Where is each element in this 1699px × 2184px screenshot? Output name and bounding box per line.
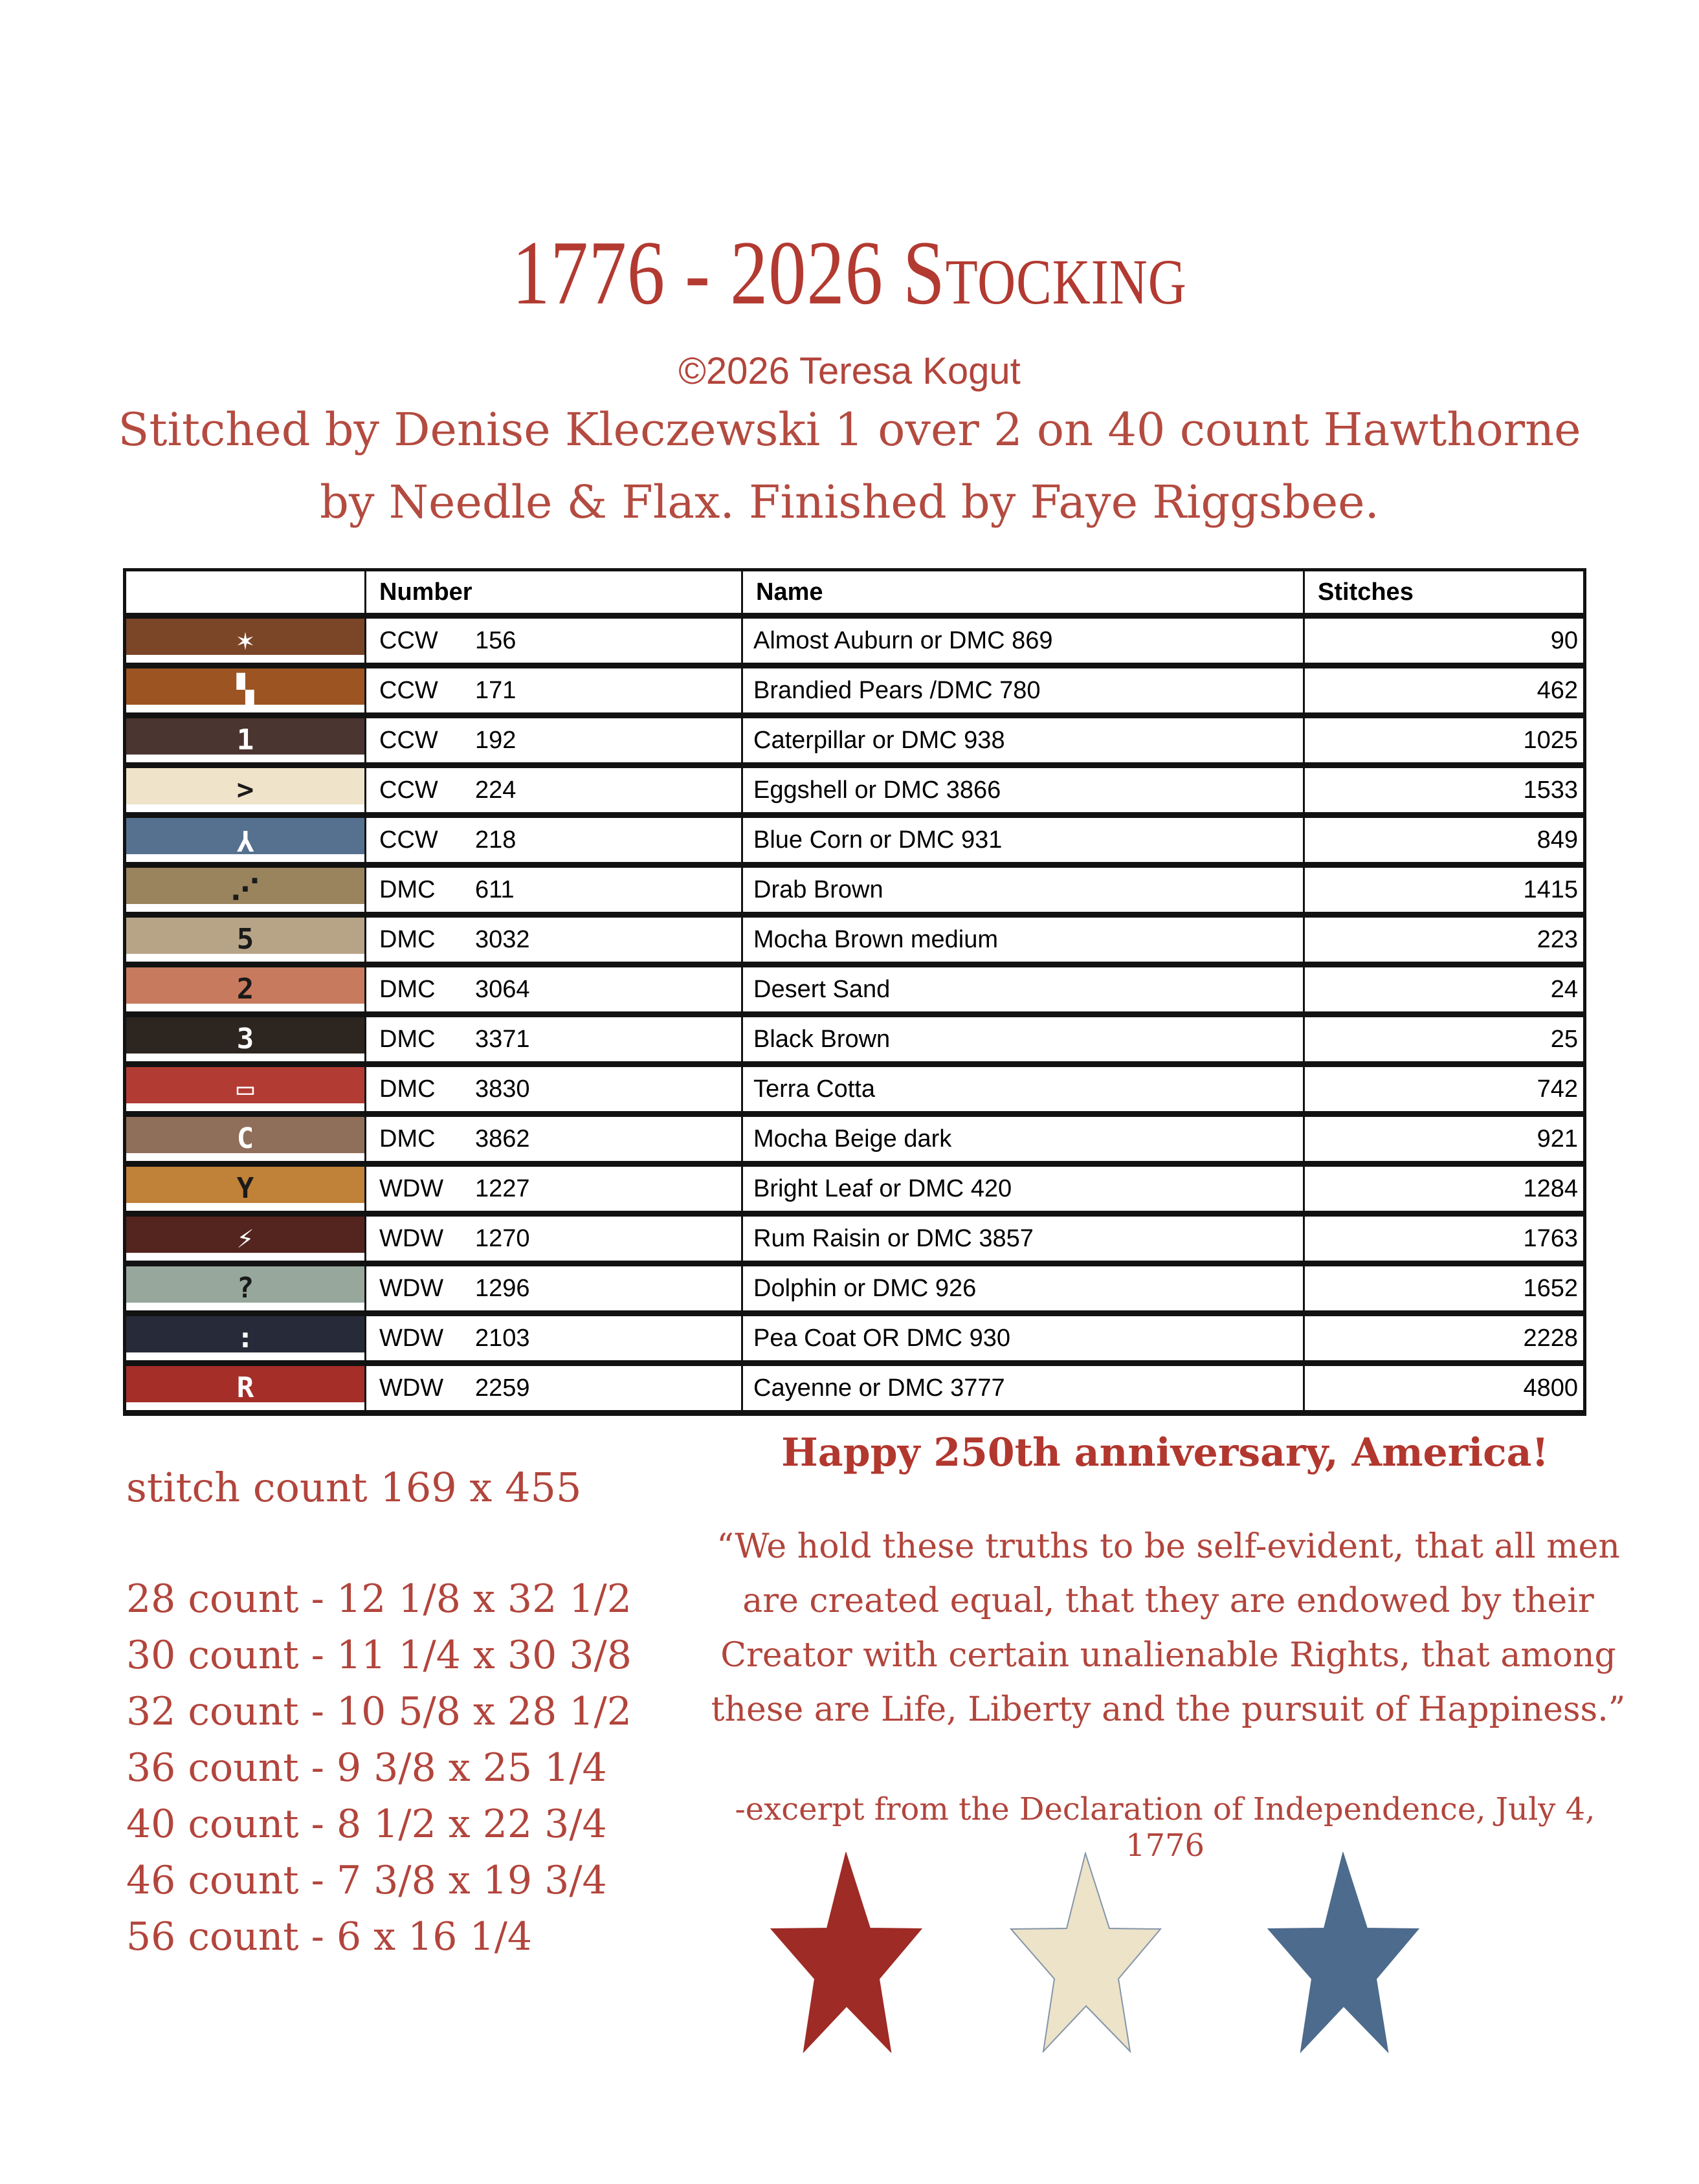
thread-brand: DMC [379,1125,436,1153]
thread-brand: DMC [379,1075,436,1103]
copyright-line: ©2026 Teresa Kogut [678,350,1021,392]
color-swatch [125,865,366,915]
thread-name: Mocha Beige dark [742,1114,1304,1164]
thread-name: Brandied Pears /DMC 780 [742,666,1304,716]
stitch-total: 2228 [1304,1314,1585,1363]
stitch-total: 462 [1304,666,1585,716]
chart-symbol-icon: ▚ [236,674,254,707]
thread-code: 2259 [475,1374,530,1402]
thread-name: Desert Sand [742,965,1304,1015]
stitch-count-text: stitch count 169 x 455 [126,1464,582,1511]
thread-code: 156 [475,626,516,654]
stitch-total: 90 [1304,616,1585,666]
stitch-total: 24 [1304,965,1585,1015]
thread-row [125,1214,1585,1264]
thread-brand: WDW [379,1175,444,1202]
thread-brand: WDW [379,1224,444,1252]
thread-number [366,716,742,766]
color-swatch [125,815,366,865]
chart-symbol-icon: ▭ [236,1072,254,1105]
thread-name: Drab Brown [742,865,1304,915]
thread-color-table [123,568,1586,1416]
color-swatch [125,1214,366,1264]
cream-star-icon [1010,1852,1162,2054]
color-swatch [125,1164,366,1214]
size-line: 36 count - 9 3/8 x 25 1/4 [126,1745,607,1791]
chart-symbol-icon: ⚡ [236,1222,254,1255]
thread-code: 192 [475,726,516,754]
page-title: 1776 - 2026 Stocking [512,222,1187,324]
declaration-quote: “We hold these truths to be self-evident, that all men are created equal, that they are endowed by their Creator with certain unalienable Rights, that among these are Life, Liberty and the pursuit of Happiness.” [711,1527,1626,1729]
thread-row [125,1064,1585,1114]
thread-brand: WDW [379,1274,444,1302]
header-name: Name [742,570,1304,616]
chart-symbol-icon: ✶ [236,624,254,657]
stitch-total: 1763 [1304,1214,1585,1264]
chart-symbol-icon: : [236,1321,254,1354]
thread-row [125,965,1585,1015]
stitch-total: 4800 [1304,1363,1585,1413]
anniversary-heading: Happy 250th anniversary, America! [781,1430,1549,1475]
thread-brand: DMC [379,925,436,953]
thread-code: 3830 [475,1075,530,1103]
thread-code: 1227 [475,1175,530,1202]
chart-symbol-icon: C [236,1122,254,1155]
thread-row [125,716,1585,766]
color-swatch [125,1264,366,1314]
stitch-total: 223 [1304,915,1585,965]
color-swatch [125,716,366,766]
thread-name: Bright Leaf or DMC 420 [742,1164,1304,1214]
thread-brand: CCW [379,776,438,804]
thread-row [125,616,1585,666]
thread-row [125,1314,1585,1363]
thread-number [366,616,742,666]
size-line: 56 count - 6 x 16 1/4 [126,1914,533,1959]
thread-number [366,1264,742,1314]
color-swatch [125,1064,366,1114]
thread-number [366,666,742,716]
stitch-total: 921 [1304,1114,1585,1164]
color-swatch [125,1114,366,1164]
stitch-total: 1284 [1304,1164,1585,1214]
thread-name: Cayenne or DMC 3777 [742,1363,1304,1413]
color-swatch [125,666,366,716]
color-swatch [125,1363,366,1413]
thread-brand: CCW [379,726,438,754]
size-line: 46 count - 7 3/8 x 19 3/4 [126,1858,607,1903]
header-symbol [125,570,366,616]
color-swatch [125,915,366,965]
thread-code: 171 [475,676,516,704]
color-swatch [125,1314,366,1363]
header-number: Number [366,570,742,616]
thread-code: 611 [475,876,515,903]
thread-number [366,915,742,965]
size-line: 40 count - 8 1/2 x 22 3/4 [126,1802,607,1847]
thread-code: 3064 [475,975,530,1003]
thread-number [366,1314,742,1363]
thread-brand: WDW [379,1324,444,1352]
thread-number [366,1064,742,1114]
fabric-size-list [126,1571,632,1965]
thread-row [125,1264,1585,1314]
stitch-total: 1415 [1304,865,1585,915]
thread-name: Terra Cotta [742,1064,1304,1114]
thread-row [125,1363,1585,1413]
thread-name: Almost Auburn or DMC 869 [742,616,1304,666]
thread-row [125,815,1585,865]
red-star-icon [770,1852,922,2054]
stitch-total: 1652 [1304,1264,1585,1314]
thread-code: 1270 [475,1224,530,1252]
size-line: 30 count - 11 1/4 x 30 3/8 [126,1633,632,1678]
thread-code: 3032 [475,925,530,953]
thread-name: Rum Raisin or DMC 3857 [742,1214,1304,1264]
thread-number [366,1214,742,1264]
stitched-by-line-2: by Needle & Flax. Finished by Faye Riggsbee. [320,476,1379,529]
thread-row [125,915,1585,965]
header-stitches: Stitches [1304,570,1585,616]
stitched-by-line-1: Stitched by Denise Kleczewski 1 over 2 on 40 count Hawthorne [118,403,1581,456]
stitch-total: 1025 [1304,716,1585,766]
thread-code: 3862 [475,1125,530,1153]
thread-brand: DMC [379,1025,436,1053]
thread-name: Caterpillar or DMC 938 [742,716,1304,766]
thread-number [366,1363,742,1413]
thread-row [125,766,1585,815]
thread-name: Dolphin or DMC 926 [742,1264,1304,1314]
stitch-total: 1533 [1304,766,1585,815]
color-swatch [125,766,366,815]
thread-row [125,1114,1585,1164]
thread-name: Mocha Brown medium [742,915,1304,965]
color-swatch [125,1015,366,1064]
thread-number [366,865,742,915]
table-header-row [125,570,1585,616]
chart-symbol-icon: R [236,1371,254,1404]
stitch-total: 25 [1304,1015,1585,1064]
thread-number [366,965,742,1015]
chart-symbol-icon: 2 [236,973,254,1006]
thread-code: 1296 [475,1274,530,1302]
thread-row [125,1164,1585,1214]
thread-number [366,766,742,815]
thread-row [125,1015,1585,1064]
thread-brand: CCW [379,676,438,704]
blue-star-icon [1267,1852,1419,2054]
stitched-by-text [0,393,1699,538]
chart-symbol-icon: 3 [236,1022,254,1055]
chart-symbol-icon: Y [236,824,254,857]
size-line: 32 count - 10 5/8 x 28 1/2 [126,1689,632,1734]
thread-name: Eggshell or DMC 3866 [742,766,1304,815]
thread-code: 2103 [475,1324,530,1352]
thread-name: Black Brown [742,1015,1304,1064]
color-swatch [125,616,366,666]
stitch-total: 849 [1304,815,1585,865]
thread-brand: CCW [379,626,438,654]
chart-symbol-icon: 1 [236,723,254,756]
thread-code: 224 [475,776,516,804]
size-line: 28 count - 12 1/8 x 32 1/2 [126,1576,632,1622]
thread-name: Blue Corn or DMC 931 [742,815,1304,865]
thread-number [366,815,742,865]
stitch-total: 742 [1304,1064,1585,1114]
thread-name: Pea Coat OR DMC 930 [742,1314,1304,1363]
thread-number [366,1015,742,1064]
color-swatch [125,965,366,1015]
thread-brand: DMC [379,975,436,1003]
thread-brand: DMC [379,876,436,903]
thread-number [366,1164,742,1214]
chart-symbol-icon: 5 [236,923,254,956]
thread-number [366,1114,742,1164]
chart-symbol-icon: > [236,773,254,806]
thread-brand: WDW [379,1374,444,1402]
thread-brand: CCW [379,826,438,854]
chart-symbol-icon: Y [236,1172,254,1205]
thread-row [125,865,1585,915]
thread-code: 3371 [475,1025,530,1053]
chart-symbol-icon: ? [236,1272,254,1305]
quote-attribution: -excerpt from the Declaration of Independence, July 4, 1776 [735,1791,1595,1864]
thread-code: 218 [475,826,516,854]
chart-symbol-icon: ⋰ [231,873,260,906]
thread-row [125,666,1585,716]
